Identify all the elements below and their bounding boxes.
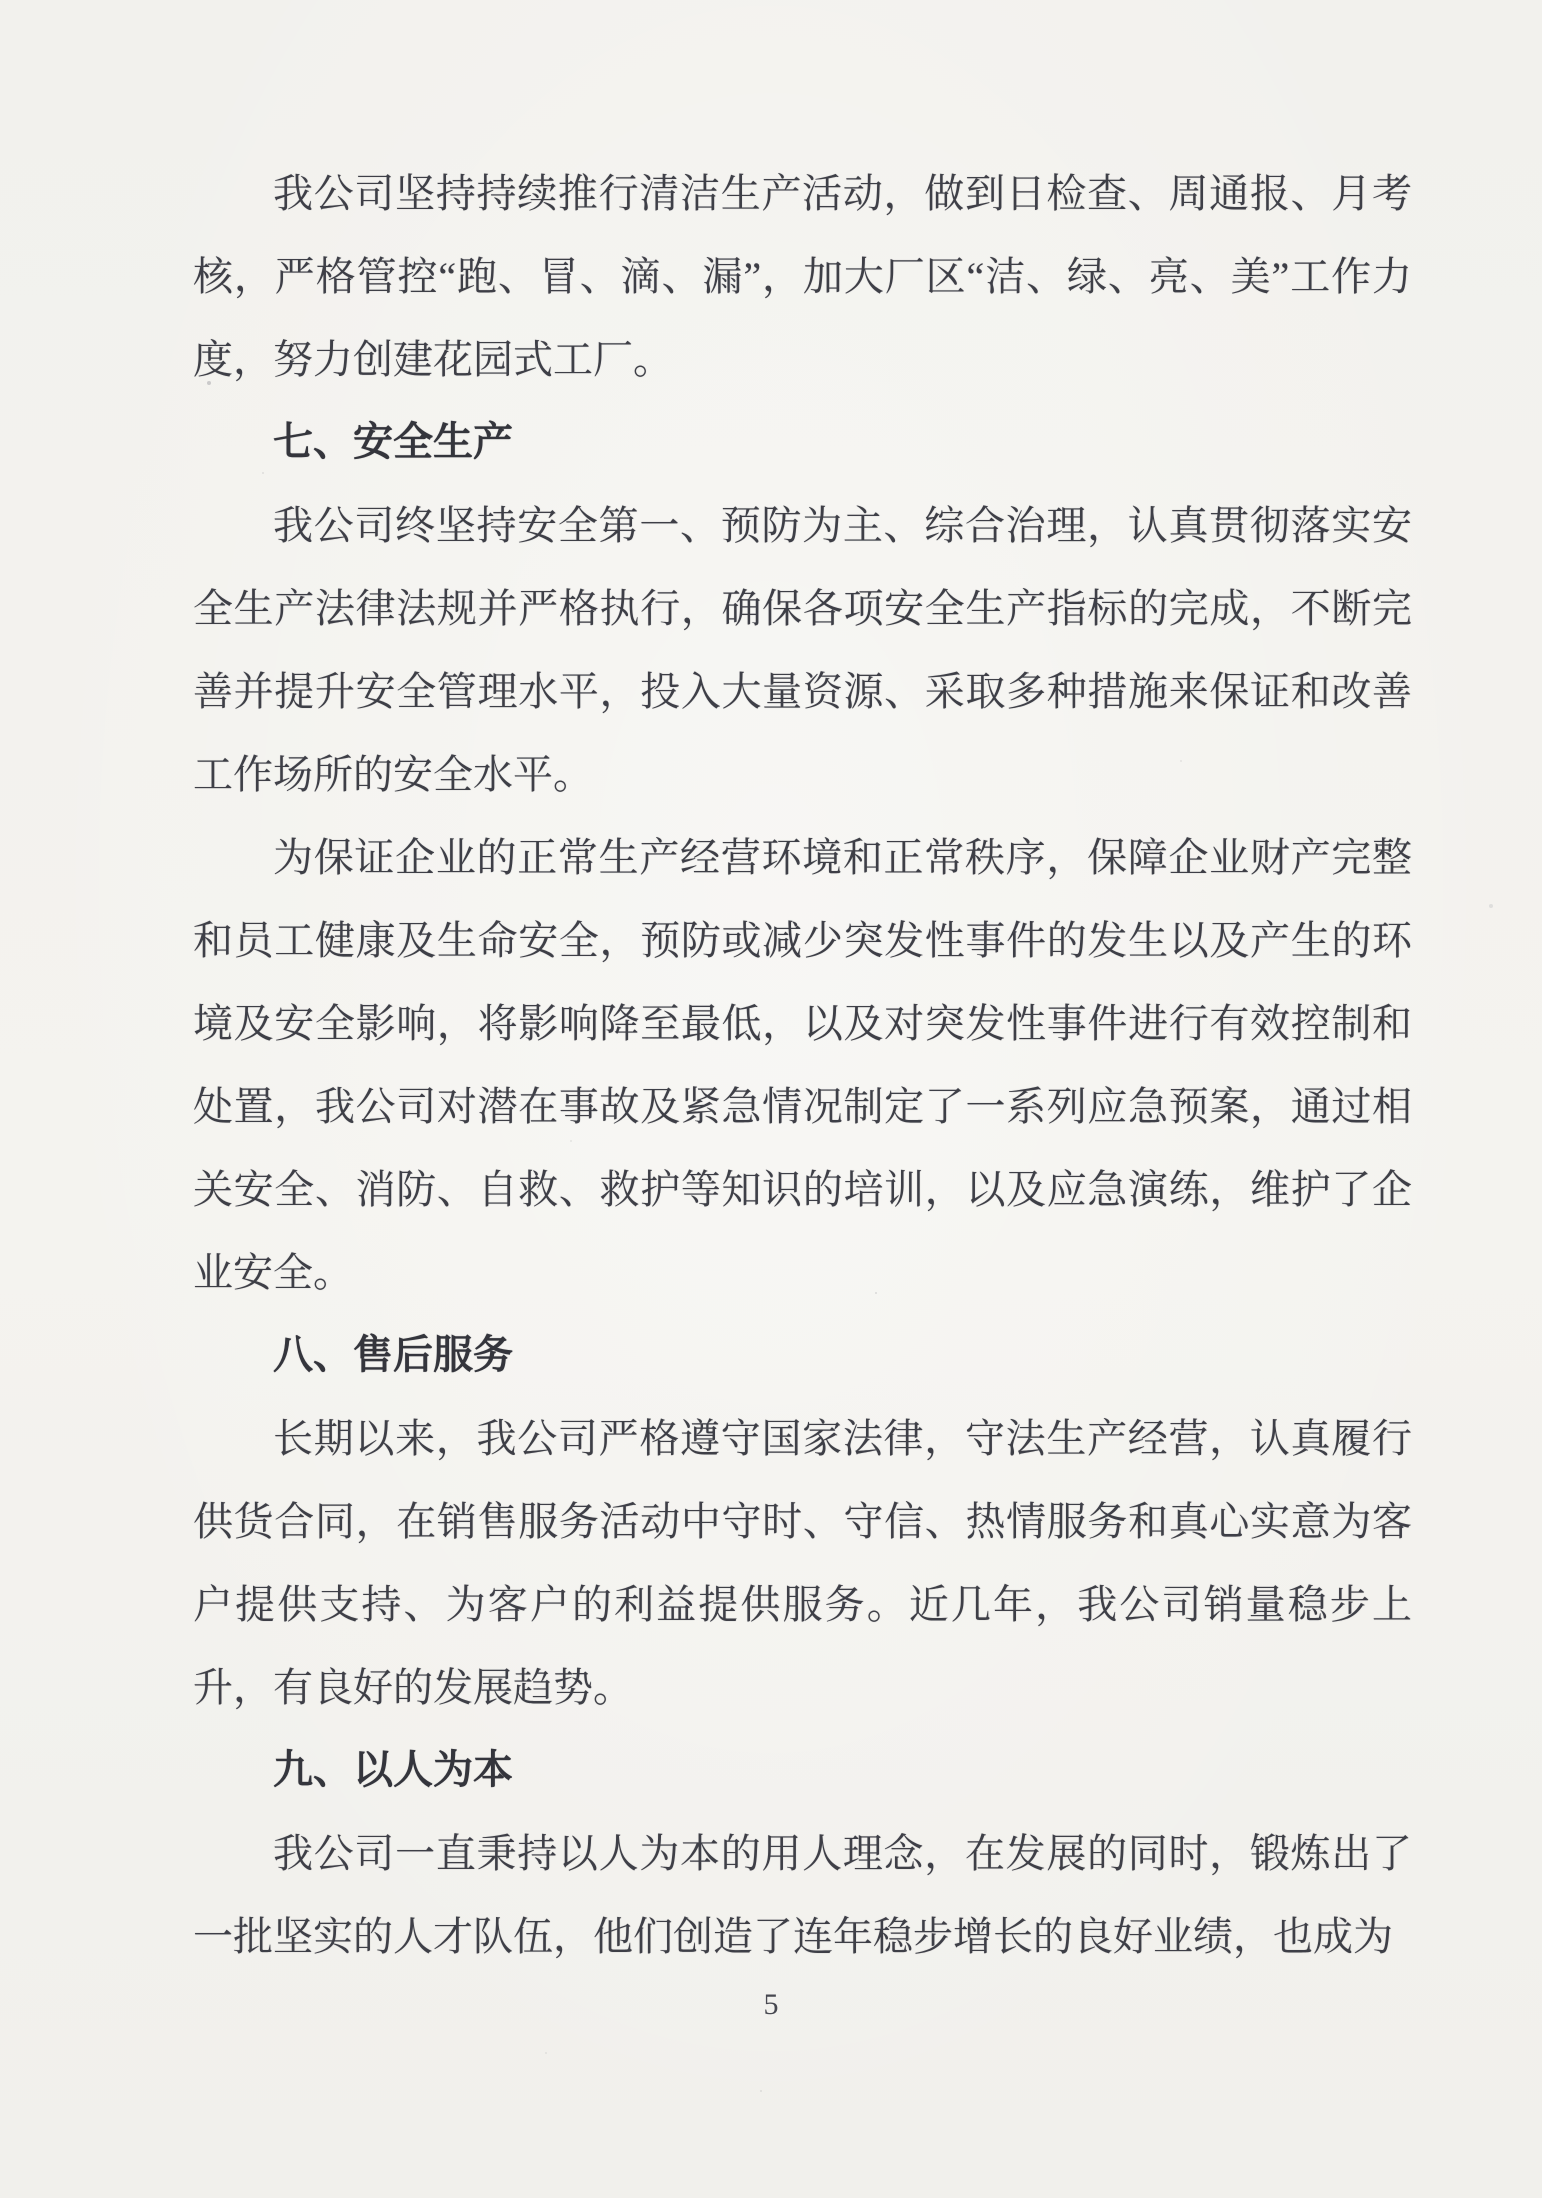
heading-7-safety-production: 七、安全生产: [273, 420, 513, 464]
paragraph-clean-production: 我公司坚持持续推行清洁生产活动，做到日检查、周通报、月考核，严格管控“跑、冒、滴、漏”，加大厂区“洁、绿、亮、美”工作力度，努力创建花园式工厂。: [193, 171, 1412, 382]
paragraph-after-sales: 长期以来，我公司严格遵守国家法律，守法生产经营，认真履行供货合同，在销售服务活动中守时、守信、热情服务和真心实意为客户提供支持、为客户的利益提供服务。近几年，我公司销量稳步上升，有良好的发展趋势。: [193, 1416, 1412, 1710]
heading-9-people-oriented: 九、以人为本: [273, 1748, 513, 1792]
heading-8-after-sales-service: 八、售后服务: [273, 1333, 513, 1377]
page-number: 5: [763, 1988, 779, 2021]
document-body: [193, 152, 1412, 1978]
paragraph-safety-policy: 我公司终坚持安全第一、预防为主、综合治理，认真贯彻落实安全生产法律法规并严格执行，确保各项安全生产指标的完成，不断完善并提升安全管理水平，投入大量资源、采取多种措施来保证和改善工作场所的安全水平。: [193, 503, 1412, 797]
paragraph-emergency-response: 为保证企业的正常生产经营环境和正常秩序，保障企业财产完整和员工健康及生命安全，预防或减少突发性事件的发生以及产生的环境及安全影响，将影响降至最低，以及对突发性事件进行有效控制和处置，我公司对潜在事故及紧急情况制定了一系列应急预案，通过相关安全、消防、自救、救护等知识的培训，以及应急演练，维护了企业安全。: [193, 835, 1412, 1295]
paragraph-talent-team: 我公司一直秉持以人为本的用人理念，在发展的同时，锻炼出了一批坚实的人才队伍，他们创造了连年稳步增长的良好业绩，也成为: [193, 1831, 1412, 1959]
